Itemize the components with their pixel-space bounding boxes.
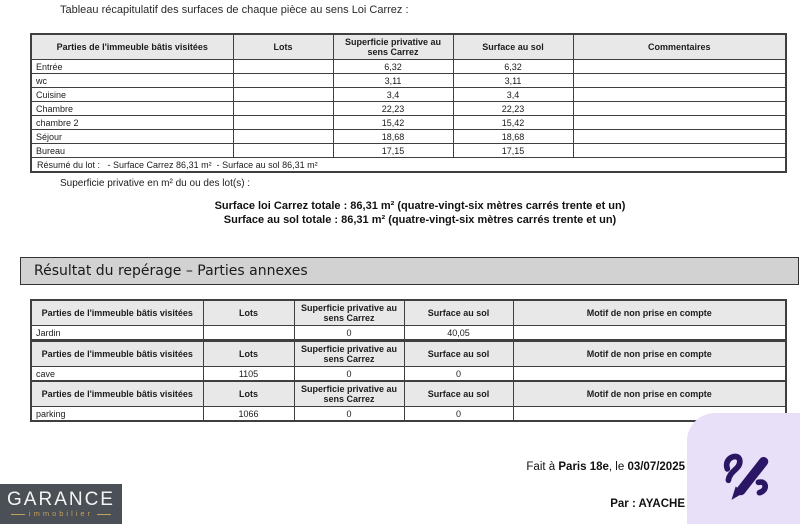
par-label: Par :: [610, 498, 639, 510]
cell-piece: cave: [31, 367, 203, 382]
logo-tagline-row: [11, 510, 111, 518]
col-header-sol: Surface au sol: [404, 300, 513, 326]
logo-tagline: immobilier: [28, 509, 94, 518]
col-header-carrez: Superficie privative au sens Carrez: [333, 34, 453, 60]
cell-comment: [573, 88, 786, 102]
cell-lots: [203, 326, 294, 341]
cell-sol: 17,15: [453, 144, 573, 158]
cell-lots: [233, 130, 333, 144]
col-header-parties: Parties de l'immeuble bâtis visitées: [31, 381, 203, 407]
cell-carrez: 22,23: [333, 102, 453, 116]
total-carrez-line: Surface loi Carrez totale : 86,31 m² (quatre-vingt-six mètres carrés trente et un): [214, 200, 626, 212]
table-header-row: [31, 34, 786, 60]
cell-sol: 15,42: [453, 116, 573, 130]
col-header-commentaires: Commentaires: [573, 34, 786, 60]
col-header-lots: Lots: [233, 34, 333, 60]
table-row: [31, 407, 786, 422]
lot-summary: Résumé du lot : - Surface Carrez 86,31 m² - Surface au sol 86,31 m²: [31, 158, 786, 173]
annex-section-header: [20, 257, 799, 285]
summary-row: [31, 158, 786, 173]
cell-sol: 3,4: [453, 88, 573, 102]
cell-comment: [573, 116, 786, 130]
table-row: [31, 367, 786, 382]
cell-lots: 1105: [203, 367, 294, 382]
signature-author: [610, 498, 685, 510]
cell-sol: 6,32: [453, 60, 573, 74]
table-row: [31, 326, 786, 341]
cell-lots: 1066: [203, 407, 294, 422]
page-title: Tableau récapitulatif des surfaces de chaque pièce au sens Loi Carrez :: [60, 4, 409, 16]
annex-section-title: Résultat du repérage – Parties annexes: [34, 263, 308, 279]
col-header-motif: Motif de non prise en compte: [513, 341, 786, 367]
col-header-lots: Lots: [203, 381, 294, 407]
cell-piece: parking: [31, 407, 203, 422]
cell-sol: 40,05: [404, 326, 513, 341]
fait-mid: , le: [608, 461, 628, 473]
col-header-parties: Parties de l'immeuble bâtis visitées: [31, 341, 203, 367]
cell-carrez: 18,68: [333, 130, 453, 144]
cell-comment: [573, 130, 786, 144]
cell-sol: 0: [404, 407, 513, 422]
par-name: AYACHE: [638, 498, 685, 510]
col-header-sol: Surface au sol: [404, 341, 513, 367]
logo-dash-left: [11, 514, 25, 515]
cell-carrez: 15,42: [333, 116, 453, 130]
table-header-row: [31, 341, 786, 367]
cell-carrez: 0: [294, 326, 404, 341]
col-header-carrez: Superficie privative au sens Carrez: [294, 381, 404, 407]
cell-motif: [513, 326, 786, 341]
col-header-motif: Motif de non prise en compte: [513, 300, 786, 326]
cell-carrez: 3,11: [333, 74, 453, 88]
cell-carrez: 0: [294, 367, 404, 382]
cell-lots: [233, 102, 333, 116]
cell-lots: [233, 88, 333, 102]
cell-piece: wc: [31, 74, 233, 88]
cell-comment: [573, 60, 786, 74]
fait-date: 03/07/2025: [627, 461, 685, 473]
cell-piece: Entrée: [31, 60, 233, 74]
superficie-intro: Superficie privative en m² du ou des lot(s) :: [60, 178, 251, 189]
col-header-lots: Lots: [203, 341, 294, 367]
carrez-table: [30, 33, 787, 173]
cell-carrez: 0: [294, 407, 404, 422]
sign-widget-button[interactable]: [687, 413, 800, 524]
col-header-motif: Motif de non prise en compte: [513, 381, 786, 407]
col-header-parties: Parties de l'immeuble bâtis visitées: [31, 34, 233, 60]
totals-block: [40, 199, 800, 227]
cell-sol: 0: [404, 367, 513, 382]
cell-lots: [233, 74, 333, 88]
table-header-row: [31, 300, 786, 326]
cell-piece: Chambre: [31, 102, 233, 116]
signature-place-date: [526, 461, 685, 473]
col-header-parties: Parties de l'immeuble bâtis visitées: [31, 300, 203, 326]
cell-motif: [513, 367, 786, 382]
cell-piece: Bureau: [31, 144, 233, 158]
cell-piece: Séjour: [31, 130, 233, 144]
logo-dash-right: [97, 514, 111, 515]
cell-sol: 22,23: [453, 102, 573, 116]
total-sol-line: Surface au sol totale : 86,31 m² (quatre-vingt-six mètres carrés trente et un): [223, 214, 617, 226]
col-header-carrez: Superficie privative au sens Carrez: [294, 300, 404, 326]
cell-comment: [573, 144, 786, 158]
table-header-row: [31, 381, 786, 407]
garance-logo: [0, 484, 122, 524]
fait-prefix: Fait à: [526, 461, 559, 473]
cell-carrez: 3,4: [333, 88, 453, 102]
cell-piece: Cuisine: [31, 88, 233, 102]
fait-place: Paris 18e: [558, 461, 609, 473]
annex-table-jardin: [30, 299, 787, 341]
table-row: [31, 88, 786, 102]
cell-sol: 18,68: [453, 130, 573, 144]
cell-lots: [233, 116, 333, 130]
table-row: [31, 116, 786, 130]
col-header-carrez: Superficie privative au sens Carrez: [294, 341, 404, 367]
cell-lots: [233, 144, 333, 158]
table-row: [31, 60, 786, 74]
cell-piece: Jardin: [31, 326, 203, 341]
table-row: [31, 130, 786, 144]
cell-piece: chambre 2: [31, 116, 233, 130]
table-row: [31, 144, 786, 158]
col-header-sol: Surface au sol: [453, 34, 573, 60]
cell-carrez: 17,15: [333, 144, 453, 158]
table-row: [31, 102, 786, 116]
table-row: [31, 74, 786, 88]
logo-name: GARANCE: [7, 489, 115, 510]
cell-sol: 3,11: [453, 74, 573, 88]
col-header-sol: Surface au sol: [404, 381, 513, 407]
cell-lots: [233, 60, 333, 74]
col-header-lots: Lots: [203, 300, 294, 326]
annex-table-cave: [30, 340, 787, 382]
cell-comment: [573, 102, 786, 116]
cell-carrez: 6,32: [333, 60, 453, 74]
signature-pen-icon: [717, 444, 775, 502]
annex-table-parking: [30, 380, 787, 422]
cell-comment: [573, 74, 786, 88]
